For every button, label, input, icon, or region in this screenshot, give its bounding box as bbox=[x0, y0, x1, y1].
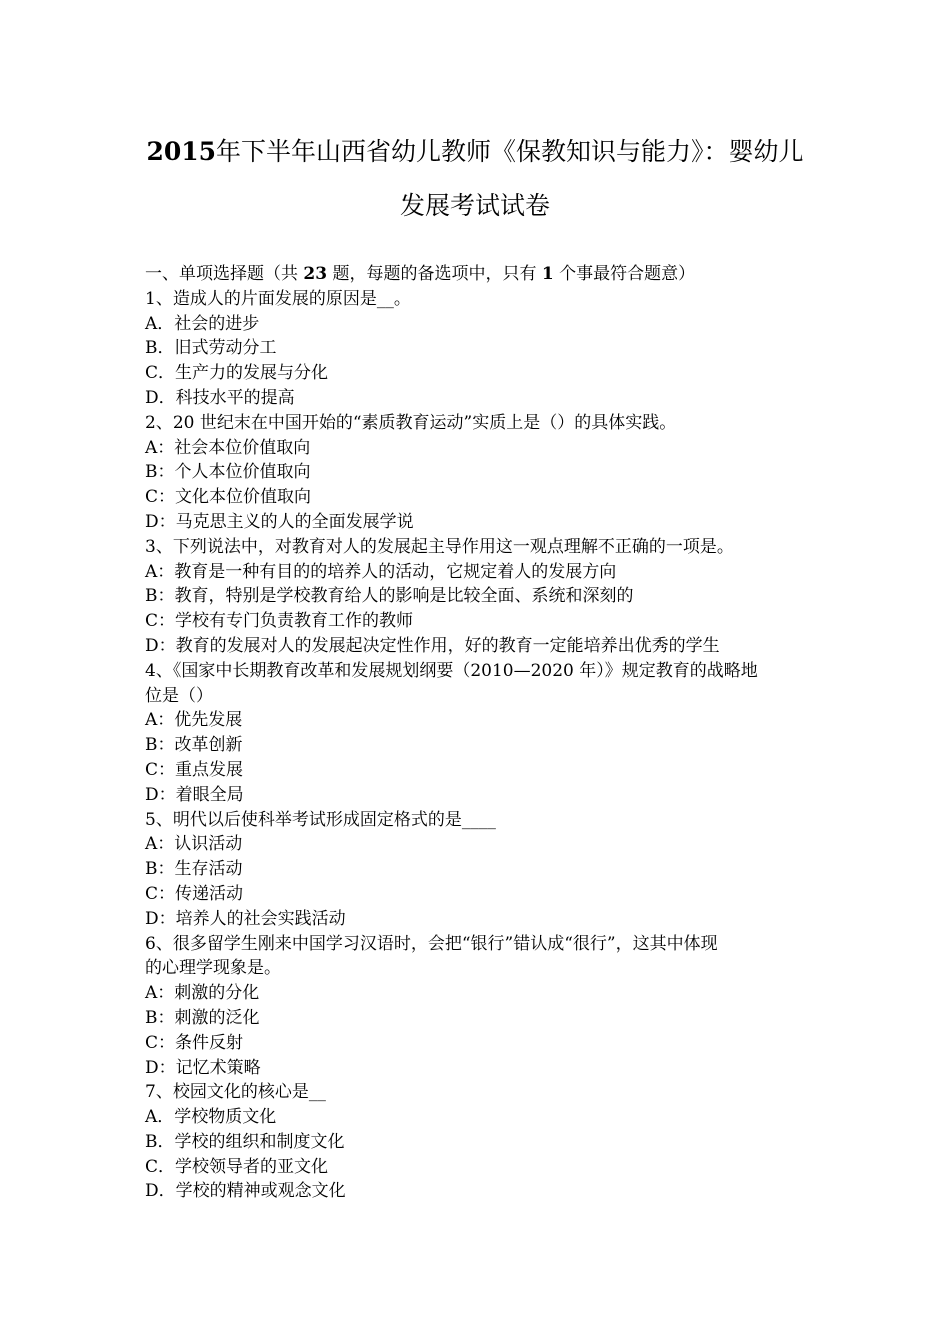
answer-option: C．学校领导者的亚文化 bbox=[145, 1156, 329, 1177]
answer-option: C：传递活动 bbox=[145, 883, 244, 904]
answer-option: D．学校的精神或观念文化 bbox=[145, 1181, 346, 1202]
document-title-line2: 发展考试试卷 bbox=[399, 191, 550, 220]
answer-option: C：文化本位价值取向 bbox=[145, 487, 312, 508]
answer-option: A：优先发展 bbox=[145, 710, 243, 731]
question-text-continued: 位是（） bbox=[145, 685, 213, 706]
section-heading-text: 个事最符合题意） bbox=[553, 264, 696, 284]
answer-option: B：生存活动 bbox=[145, 859, 243, 880]
question-text: 1、造成人的片面发展的原因是__。 bbox=[145, 288, 411, 309]
answer-option: A：认识活动 bbox=[145, 834, 243, 855]
document-title bbox=[0, 136, 950, 168]
answer-option: B．学校的组织和制度文化 bbox=[145, 1131, 345, 1152]
question-text-continued: 的心理学现象是。 bbox=[145, 958, 281, 979]
answer-option: D：马克思主义的人的全面发展学说 bbox=[145, 511, 414, 532]
answer-option: D：培养人的社会实践活动 bbox=[145, 908, 346, 929]
question-text: 6、很多留学生刚来中国学习汉语时，会把“银行”错认成“很行”，这其中体现 bbox=[145, 933, 718, 954]
answer-option: B：刺激的泛化 bbox=[145, 1007, 260, 1028]
answer-option: C：学校有专门负责教育工作的教师 bbox=[145, 611, 414, 632]
question-count: 23 bbox=[303, 264, 328, 284]
answer-option: D：教育的发展对人的发展起决定性作用，好的教育一定能培养出优秀的学生 bbox=[145, 635, 720, 656]
answer-option: D：记忆术策略 bbox=[145, 1057, 261, 1078]
answer-option: B：个人本位价值取向 bbox=[145, 462, 311, 483]
title-text: 年下半年山西省幼儿教师《保教知识与能力》：婴幼儿 bbox=[216, 137, 804, 166]
answer-option: A：教育是一种有目的的培养人的活动，它规定着人的发展方向 bbox=[145, 561, 617, 582]
document-body bbox=[145, 262, 825, 1204]
answer-option: B：改革创新 bbox=[145, 735, 243, 756]
section-heading-text: 一、单项选择题（共 bbox=[145, 264, 304, 284]
section-heading bbox=[145, 262, 825, 287]
answer-option: C：条件反射 bbox=[145, 1032, 244, 1053]
question-text: 3、下列说法中，对教育对人的发展起主导作用这一观点理解不正确的一项是。 bbox=[145, 536, 734, 557]
answer-option: D．科技水平的提高 bbox=[145, 387, 295, 408]
title-year: 2015 bbox=[146, 137, 217, 166]
answer-option: A．学校物质文化 bbox=[145, 1107, 277, 1128]
answer-option: A：刺激的分化 bbox=[145, 983, 260, 1004]
answer-option: C：重点发展 bbox=[145, 759, 244, 780]
question-text: 4、《国家中长期教育改革和发展规划纲要（2010—2020 年）》规定教育的战略地 bbox=[145, 660, 758, 681]
answer-count: 1 bbox=[541, 264, 554, 284]
question-text: 7、校园文化的核心是__ bbox=[145, 1082, 326, 1103]
question-text: 5、明代以后使科举考试形成固定格式的是____ bbox=[145, 809, 496, 830]
answer-option: B．旧式劳动分工 bbox=[145, 338, 277, 359]
question-text: 2、20 世纪末在中国开始的“素质教育运动”实质上是（）的具体实践。 bbox=[145, 412, 677, 433]
answer-option: A：社会本位价值取向 bbox=[145, 437, 311, 458]
answer-option: A．社会的进步 bbox=[145, 313, 260, 334]
section-heading-text: 题，每题的备选项中，只有 bbox=[327, 264, 542, 284]
answer-option: B：教育，特别是学校教育给人的影响是比较全面、系统和深刻的 bbox=[145, 586, 634, 607]
answer-option: D：着眼全局 bbox=[145, 784, 244, 805]
question-list bbox=[145, 287, 825, 1204]
answer-option: C．生产力的发展与分化 bbox=[145, 363, 329, 384]
